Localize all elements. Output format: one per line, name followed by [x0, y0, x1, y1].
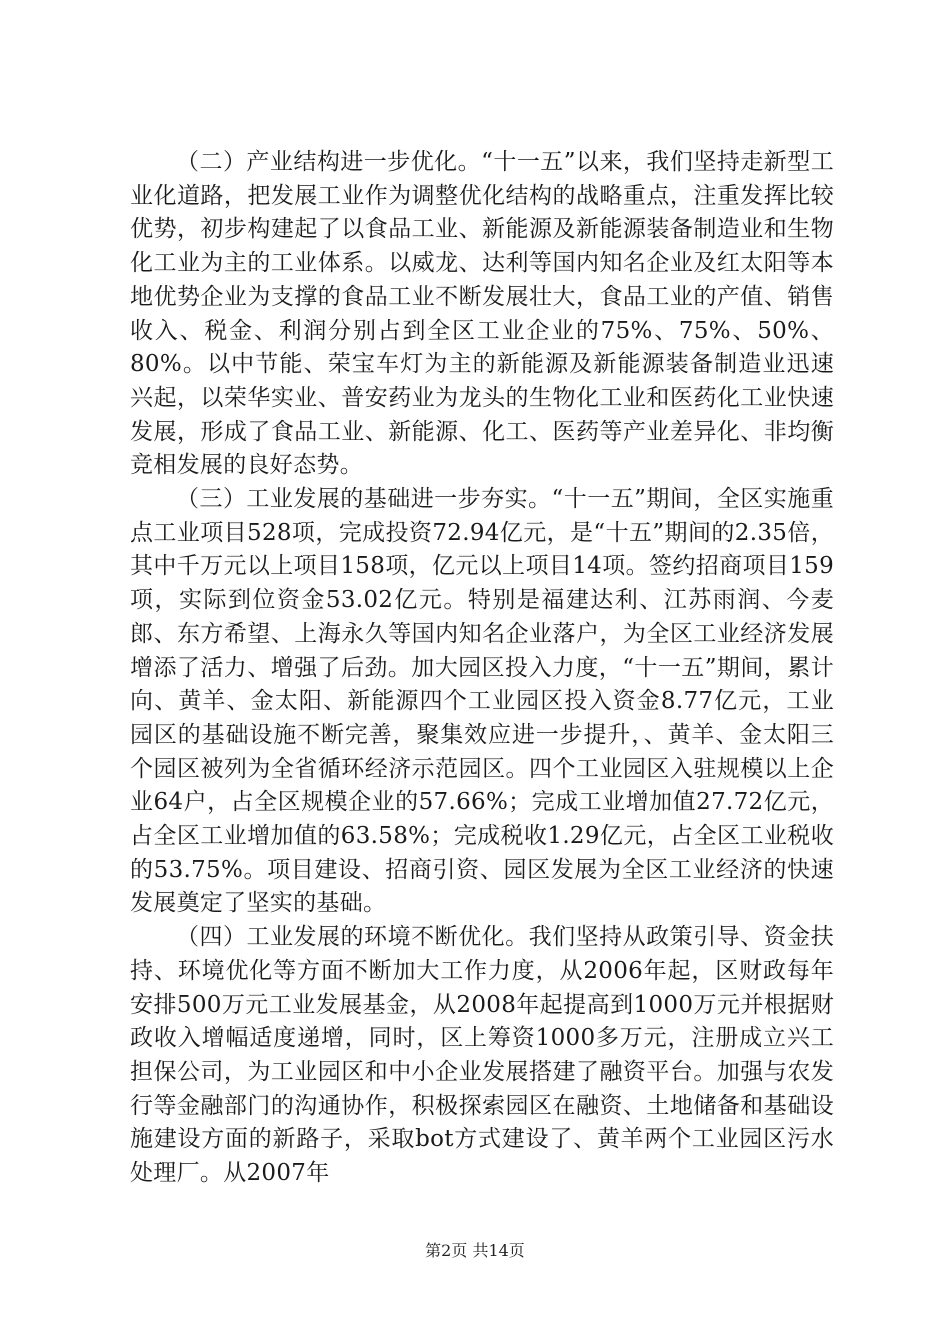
document-body	[130, 146, 834, 1191]
page-number-footer: 第2页 共14页	[425, 1241, 525, 1260]
paragraph-industrial-structure: （二）产业结构进一步优化。“十一五”以来，我们坚持走新型工业化道路，把发展工业作为调整优化结构的战略重点，注重发挥比较优势，初步构建起了以食品工业、新能源及新能源装备制造业和生物化工业为主的工业体系。以威龙、达利等国内知名企业及红太阳等本地优势企业为支撑的食品工业不断发展壮大，食品工业的产值、销售收入、税金、利润分别占到全区工业企业的75%、75%、50%、80%。以中节能、荣宝车灯为主的新能源及新能源装备制造业迅速兴起，以荣华实业、普安药业为龙头的生物化工业和医药化工业快速发展，形成了食品工业、新能源、化工、医药等产业差异化、非均衡竞相发展的良好态势。	[130, 149, 834, 479]
paragraph-industrial-foundation: （三）工业发展的基础进一步夯实。“十一五”期间，全区实施重点工业项目528项，完成投资72.94亿元，是“十五”期间的2.35倍，其中千万元以上项目158项，亿元以上项目14项。签约招商项目159项，实际到位资金53.02亿元。特别是福建达利、江苏雨润、今麦郎、东方希望、上海永久等国内知名企业落户，为全区工业经济发展增添了活力、增强了后劲。加大园区投入力度，“十一五”期间，累计向、黄羊、金太阳、新能源四个工业园区投入资金8.77亿元，工业园区的基础设施不断完善，聚集效应进一步提升，、黄羊、金太阳三个园区被列为全省循环经济示范园区。四个工业园区入驻规模以上企业64户，占全区规模企业的57.66%；完成工业增加值27.72亿元，占全区工业增加值的63.58%；完成税收1.29亿元，占全区工业税收的53.75%。项目建设、招商引资、园区发展为全区工业经济的快速发展奠定了坚实的基础。	[130, 486, 834, 917]
paragraph-industrial-environment: （四）工业发展的环境不断优化。我们坚持从政策引导、资金扶持、环境优化等方面不断加大工作力度，从2006年起，区财政每年安排500万元工业发展基金，从2008年起提高到1000万元并根据财政收入增幅适度递增，同时，区上筹资1000多万元，注册成立兴工担保公司，为工业园区和中小企业发展搭建了融资平台。加强与农发行等金融部门的沟通协作，积极探索园区在融资、土地储备和基础设施建设方面的新路子，采取bot方式建设了、黄羊两个工业园区污水处理厂。从2007年	[130, 924, 834, 1187]
